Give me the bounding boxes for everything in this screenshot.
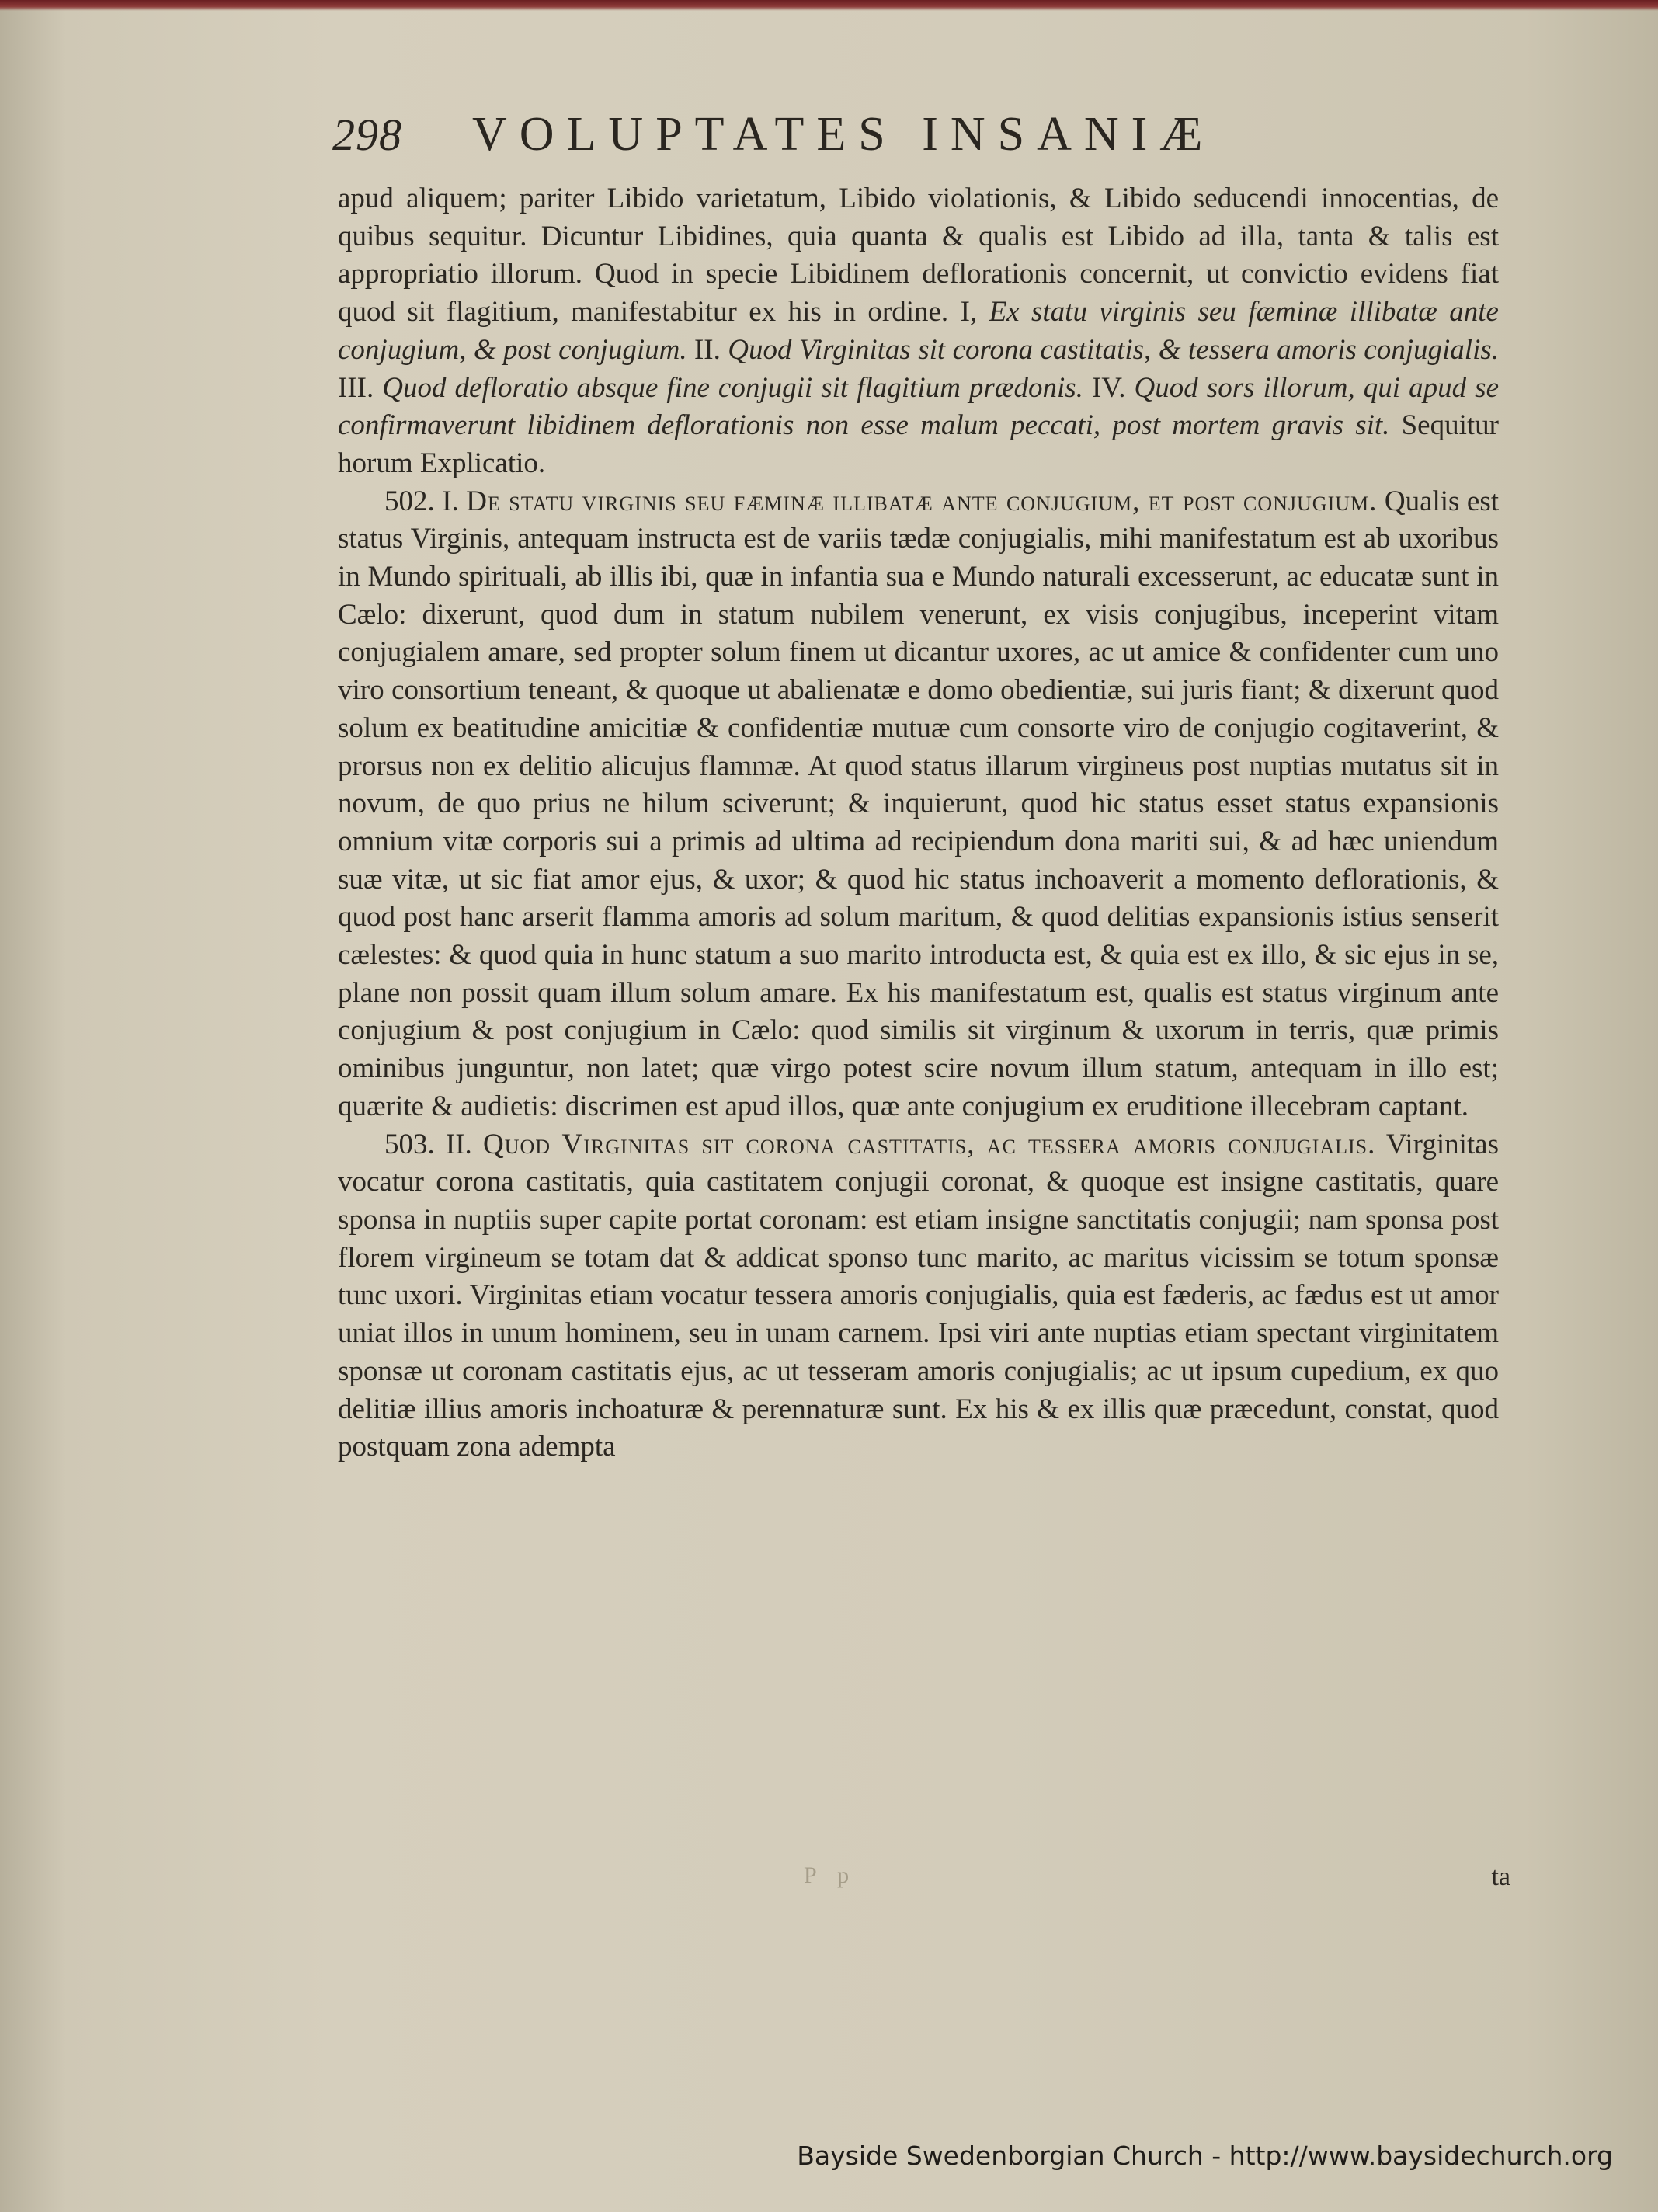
section-503-heading: Quod Virginitas sit corona castitatis, ac tessera amoris conjugialis.	[482, 1128, 1376, 1160]
intro-item-2: Quod Virginitas sit corona castitatis, & tessera amoris conjugialis.	[728, 333, 1500, 366]
intro-lead: apud aliquem; pariter Libido varietatum, Libido violationis, & Libido seducendi innocentias, de quibus sequitur. Dicuntur Libidines, quia quanta & qualis est Libido ad illa, tanta & talis est appropriatio illorum. Quod in specie Libidinem deflorationis concernit, ut convictio evidens fiat quod sit flagitium, manifestabitur ex his in ordine. I,	[338, 183, 1499, 329]
intro-number-2: II.	[693, 333, 721, 366]
intro-number-4: IV.	[1091, 371, 1126, 404]
section-502-number: 502. I.	[384, 485, 459, 517]
section-503	[338, 1126, 1499, 1466]
intro-number-3: III.	[338, 371, 374, 404]
intro-item-1: Ex statu virginis seu fæminæ illibatæ ante conjugium, & post conjugium.	[338, 296, 1499, 366]
catchword: ta	[1491, 1862, 1510, 1891]
watermark-caption: Bayside Swedenborgian Church - http://www.baysidechurch.org	[797, 2141, 1613, 2171]
intro-tail: Sequitur horum Explicatio.	[338, 409, 1499, 479]
section-502-heading: De statu virginis seu fæminæ illibatæ ante conjugium, et post conjugium.	[466, 485, 1378, 517]
page-header	[332, 107, 1381, 162]
running-title: VOLUPTATES INSANIÆ	[472, 108, 1215, 161]
section-503-body: Virginitas vocatur corona castitatis, quia castitatem conjugii coronat, & quoque est insigne castitatis, quare sponsa in nuptiis super capite portat coronam: est etiam insigne sanctitatis conjugii; nam sponsa post florem virgineum se totam dat & addicat sponso tunc marito, ac maritus vicissim se totum sponsæ tunc uxori. Virginitas etiam vocatur tessera amoris conjugialis, quia est fæderis, ac fædus est ut amor uniat illos in unum hominem, seu in unam carnem. Ipsi viri ante nuptias etiam spectant virginitatem sponsæ ut coronam castitatis ejus, ac ut tesseram amoris conjugialis; ac ut ipsum cupedium, ex quo delitiæ illius amoris inchoaturæ & perennaturæ sunt. Ex his & ex illis quæ præcedunt, constat, quod postquam zona adempta	[338, 1128, 1499, 1463]
body-text	[338, 180, 1499, 1466]
section-502-body: Qualis est status Virginis, antequam instructa est de variis tædæ conjugialis, mihi manifestatum est ab uxoribus in Mundo spirituali, ab illis ibi, quæ in infantia sua e Mundo naturali excesserunt, ac educatæ sunt in Cælo: dixerunt, quod dum in statum nubilem venerunt, ex visis conjugibus, inceperint vitam conjugialem amare, sed propter solum finem ut dicantur uxores, ac ut amice & confidenter cum uno viro consortium teneant, & quoque ut abalienatæ e domo obedientiæ, sui juris fiant; & dixerunt quod solum ex beatitudine amicitiæ & confidentiæ mutuæ cum consorte viro de conjugio cogitaverint, & prorsus non ex delitio alicujus flammæ. At quod status illarum virgineus post nuptias mutatus sit in novum, de quo prius ne hilum sciverunt; & inquierunt, quod hic status esset status expansionis omnium vitæ corporis sui a primis ad ultima ad recipiendum dona mariti sui, & ad hæc uniendum suæ vitæ, ut sic fiat amor ejus, & uxor; & quod hic status inchoaverit a momento deflorationis, & quod post hanc arserit flamma amoris ad solum maritum, & quod delitias expansionis istius senserit cælestes: & quod quia in hunc statum a suo marito introducta est, & quia est ex illo, & sic ejus in se, plane non possit quam illum solum amare. Ex his manifestatum est, qualis est status virginum ante conjugium & post conjugium in Cælo: quod similis sit virginum & uxorum in terris, quæ primis ominibus junguntur, non latet; quæ virgo potest scire novum illum statum, antequam in illo est; quærite & audietis: discrimen est apud illos, quæ ante conjugium ex eruditione illecebram captant.	[338, 485, 1500, 1122]
page-number: 298	[332, 110, 402, 160]
section-502	[338, 483, 1499, 1126]
intro-paragraph	[338, 180, 1499, 483]
intro-item-3: Quod defloratio absque fine conjugii sit flagitium prædonis.	[382, 371, 1083, 404]
section-503-number: 503. II.	[384, 1128, 472, 1160]
intro-item-4: Quod sors illorum, qui apud se confirmaverunt libidinem deflorationis non esse malum peccati, post mortem gravis sit.	[338, 371, 1499, 442]
signature-mark: P p	[804, 1862, 857, 1888]
